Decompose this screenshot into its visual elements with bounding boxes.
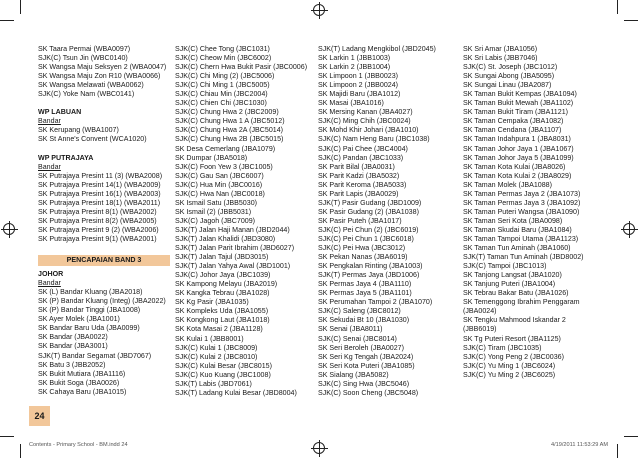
school-entry: SJK(C) Soon Cheng (JBC5048) <box>318 388 419 397</box>
school-entry: SK Tg Puteri Resort (JBA1125) <box>463 334 561 343</box>
school-entry: SJK(T) Jalan Khalidi (JBD3080) <box>175 234 276 243</box>
school-entry: SK Sungai Abong (JBA5095) <box>463 72 555 81</box>
school-entry: SJK(T) Bandar Segamat (JBD7067) <box>38 351 152 360</box>
school-entry: SK Sekudai Bt 10 (JBA1030) <box>318 316 410 325</box>
school-entry: SJK(C) Nam Heng Baru (JBC1038) <box>318 135 430 144</box>
school-entry: SJK(C) Yoke Nam (WBC0141) <box>38 90 135 99</box>
registration-mark-left <box>3 223 15 235</box>
school-entry: SK Kompleks Uda (JBA1055) <box>175 307 269 316</box>
school-entry: SK Parit Bilal (JBA0031) <box>318 162 395 171</box>
school-entry: SK Parit Kadzi (JBA5032) <box>318 171 400 180</box>
school-entry: SK Bandar Baru Uda (JBA0099) <box>38 324 140 333</box>
school-entry: SK Taman Bukit Mewah (JBA1102) <box>463 99 574 108</box>
school-entry: SJK(C) Saleng (JBC8012) <box>318 307 401 316</box>
school-entry: SK Taman Molek (JBA1088) <box>463 180 552 189</box>
registration-mark-top <box>313 4 325 16</box>
school-entry: SJK(C) Chung Hwa 2 (JBC2009) <box>175 108 279 117</box>
school-entry: SJK(C) St. Joseph (JBC1012) <box>463 63 558 72</box>
school-entry: SK Ayer Molek (JBA1001) <box>38 315 120 324</box>
school-entry: SK Kota Masai 2 (JBA1128) <box>175 325 263 334</box>
school-entry: SJK(C) Gau San (JBC6007) <box>175 171 264 180</box>
school-entry: SK Taman Tampoi Utama (JBA1123) <box>463 234 579 243</box>
school-entry: (JBB6019) <box>463 325 497 334</box>
school-entry: SK Tebrau Bakar Batu (JBA1026) <box>463 289 569 298</box>
school-entry: SK Putrajaya Presint 14(1) (WBA2009) <box>38 180 161 189</box>
footer-file-info: Contents - Primary School - BM.indd 24 <box>29 442 128 448</box>
school-entry: SJK(C) Yu Ming 2 (JBC6025) <box>463 370 556 379</box>
school-entry: SJK(T) Ladang Kulai Besar (JBD8004) <box>175 388 297 397</box>
school-entry: SK Kg Pasir (JBA1035) <box>175 298 249 307</box>
school-entry: SK Putrajaya Presint 8(2) (WBA2005) <box>38 216 157 225</box>
school-entry: SJK(C) Foon Yew 3 (JBC1005) <box>175 162 273 171</box>
school-entry: SK Kerupang (WBA1007) <box>38 126 119 135</box>
school-entry: SK Taman Bukit Tiram (JBA1121) <box>463 108 569 117</box>
school-entry: SK Bandar (JBA3001) <box>38 342 108 351</box>
school-entry: SK Taman Permas Jaya 3 (JBA1092) <box>463 198 581 207</box>
school-entry: SK Limpoon 2 (JBB0024) <box>318 81 399 90</box>
column-2 <box>175 45 310 398</box>
crop-mark <box>624 436 638 437</box>
school-entry: SK Sungai Linau (JBA2087) <box>463 81 552 90</box>
school-entry: SJK(C) Pei Chun (2) (JBC6019) <box>318 225 419 234</box>
school-entry: SJK(T) Ladang Mengkibol (JBD2045) <box>318 45 436 53</box>
school-entry: SK Bukit Mutiara (JBA1116) <box>38 369 126 378</box>
school-entry: SK Taman Johor Jaya 1 (JBA1067) <box>463 144 574 153</box>
school-entry: SK Taman Permas Jaya 2 (JBA1073) <box>463 189 581 198</box>
school-entry: SJK(C) Pei Hwa (JBC3012) <box>318 244 406 253</box>
area-subheading: Bandar <box>38 117 61 126</box>
school-entry: SJK(C) Chiau Min (JBC2004) <box>175 90 268 99</box>
school-entry: SK Permas Jaya 5 (JBA1101) <box>318 289 412 298</box>
school-entry: SK (P) Bandar Tinggi (JBA1008) <box>38 306 141 315</box>
school-entry: SJK(C) Pai Chee (JBC4004) <box>318 144 408 153</box>
school-entry: SK Kampong Melayu (JBA2019) <box>175 280 278 289</box>
school-entry: SJK(C) Hua Min (JBC0016) <box>175 180 263 189</box>
crop-mark <box>624 20 638 21</box>
school-entry: SK Dumpar (JBA5018) <box>175 153 248 162</box>
school-entry: SK Ismail (2) (JBB5031) <box>175 207 252 216</box>
school-entry: SK Taman Kota Kulai 2 (JBA8029) <box>463 171 572 180</box>
school-entry: SK Perumahan Tampoi 2 (JBA1070) <box>318 298 433 307</box>
school-entry: SK Taman Kota Kulai (JBA8026) <box>463 162 566 171</box>
school-entry: SK Putrajaya Presint 9(1) (WBA2001) <box>38 234 157 243</box>
crop-mark <box>0 20 14 21</box>
school-entry: SK Taman Johor Jaya 5 (JBA1099) <box>463 153 574 162</box>
school-entry: SJK(C) Ming Chih (JBC0024) <box>318 117 411 126</box>
school-entry: SK Taara Permai (WBA0097) <box>38 45 131 53</box>
area-subheading: Bandar <box>38 162 61 171</box>
school-entry: SJK(T) Jalan Yahya Awal (JBD1001) <box>175 262 291 271</box>
school-entry: SJK(T) Permas Jaya (JBD1006) <box>318 271 420 280</box>
region-heading: WP LABUAN <box>38 108 82 117</box>
school-entry: SK Taman Skudai Baru (JBA1084) <box>463 225 572 234</box>
school-entry: SJK(C) Chung Hwa 2B (JBC5015) <box>175 135 284 144</box>
school-entry: SK Senai (JBA8011) <box>318 325 383 334</box>
school-entry: SK Wangsa Melawati (WBA0062) <box>38 81 144 90</box>
school-entry: SJK(C) Johor Jaya (JBC1039) <box>175 271 271 280</box>
band-banner: PENCAPAIAN BAND 3 <box>38 255 170 266</box>
registration-mark-right <box>623 223 635 235</box>
school-entry: SK St Anne's Convent (WCA1020) <box>38 135 147 144</box>
school-entry: SJK(T) Jalan Haji Manan (JBD2044) <box>175 225 290 234</box>
school-entry: SJK(T) Labis (JBD7061) <box>175 379 252 388</box>
area-subheading: Bandar <box>38 279 61 288</box>
school-entry: SK Seri Kota Puteri (JBA1085) <box>318 361 415 370</box>
school-entry: SK Pasir Gudang (2) (JBA1038) <box>318 207 419 216</box>
school-entry: SK Permas Jaya 4 (JBA1110) <box>318 280 412 289</box>
column-4 <box>463 45 603 380</box>
school-entry: SK Putrajaya Presint 11 (3) (WBA2008) <box>38 171 163 180</box>
school-entry: SJK(C) Chern Hwa Bukit Pasir (JBC0006) <box>175 63 308 72</box>
school-entry: SK Wangsa Maju Seksyen 2 (WBA0047) <box>38 63 166 72</box>
school-entry: SK Limpoon 1 (JBB0023) <box>318 72 399 81</box>
school-entry: SK Putrajaya Presint 18(1) (WBA2011) <box>38 198 161 207</box>
school-entry: SJK(C) Kulai Besar (JBC8015) <box>175 361 272 370</box>
school-entry: SK Parit Lapis (JBA0029) <box>318 189 399 198</box>
school-entry: SK Taman Cempaka (JBA1082) <box>463 117 564 126</box>
school-entry: SK Cahaya Baru (JBA1015) <box>38 387 127 396</box>
school-entry: SK Bandar (JBA0022) <box>38 333 108 342</box>
school-entry: SK Mersing Kanan (JBA4027) <box>318 108 413 117</box>
column-1 <box>38 45 166 397</box>
school-entry: SJK(C) Yong Peng 2 (JBC0036) <box>463 352 564 361</box>
school-entry: SK Desa Cemerlang (JBA1079) <box>175 144 276 153</box>
school-entry: SJK(C) Pei Chun 1 (JBC6018) <box>318 234 414 243</box>
school-entry: SK Sri Amar (JBA1056) <box>463 45 538 53</box>
school-entry: SK Sialang (JBA5082) <box>318 370 389 379</box>
school-entry: SK Batu 3 (JBB2052) <box>38 360 106 369</box>
school-entry: SJK(C) Hwa Nan (JBC0018) <box>175 189 265 198</box>
school-entry: SK Masai (JBA1016) <box>318 99 384 108</box>
school-entry: SK Taman Tun Aminah (JBA1060) <box>463 244 571 253</box>
region-heading: JOHOR <box>38 270 64 279</box>
school-entry: SK Kulai 1 (JBB8001) <box>175 334 244 343</box>
school-entry: SK Putrajaya Presint 9 (2) (WBA2006) <box>38 225 159 234</box>
crop-mark <box>20 0 21 14</box>
region-heading: WP PUTRAJAYA <box>38 153 94 162</box>
school-entry: SK Mohd Khir Johari (JBA1010) <box>318 126 419 135</box>
school-entry: SK Larkin 1 (JBB1003) <box>318 54 391 63</box>
school-entry: SK Taman Indahpura 1 (JBA8031) <box>463 135 571 144</box>
school-entry: SK Seri Beroleh (JBA0027) <box>318 343 404 352</box>
school-entry: SJK(T) Jalan Tajul (JBD3015) <box>175 253 269 262</box>
school-entry: SK Temenggong Ibrahim Penggaram <box>463 298 580 307</box>
school-entry: SK Sri Labis (JBB7046) <box>463 54 538 63</box>
spacer <box>38 145 166 154</box>
school-entry: SJK(C) Kulai 2 (JBC8010) <box>175 352 258 361</box>
school-entry: SK Tengku Mahmood Iskandar 2 <box>463 316 566 325</box>
school-entry: SK Kangka Tebrau (JBA1028) <box>175 289 270 298</box>
school-entry: SJK(C) Chung Hwa 1 A (JBC5012) <box>175 117 285 126</box>
school-entry: SJK(C) Chien Chi (JBC1030) <box>175 99 267 108</box>
school-entry: SK Pasir Puteh (JBA1017) <box>318 216 402 225</box>
school-entry: SJK(C) Chee Tong (JBC1031) <box>175 45 270 53</box>
school-entry: SK Kongkong Laut (JBA1018) <box>175 316 270 325</box>
school-entry: SJK(C) Tampoi (JBC1013) <box>463 262 547 271</box>
school-entry: (JBA0024) <box>463 307 497 316</box>
school-entry: SK Pekan Nanas (JBA6019) <box>318 253 408 262</box>
crop-mark <box>617 444 618 458</box>
school-entry: SJK(C) Tsun Jin (WBC0140) <box>38 54 128 63</box>
school-entry: SK Larkin 2 (JBB1004) <box>318 63 391 72</box>
school-entry: SK Tanjung Puteri (JBA1004) <box>463 280 556 289</box>
school-entry: SK Taman Puteri Wangsa (JBA1090) <box>463 207 580 216</box>
school-entry: SJK(C) Tiram (JBC1035) <box>463 343 542 352</box>
spacer <box>38 244 166 253</box>
school-entry: SJK(T) Jalan Parit Ibrahim (JBD6027) <box>175 244 295 253</box>
school-entry: SK Parit Keroma (JBA5033) <box>318 180 407 189</box>
school-entry: SK Taman Seri Kota (JBA0098) <box>463 216 563 225</box>
school-entry: SK (P) Bandar Kluang (Integ) (JBA2022) <box>38 297 166 306</box>
column-3 <box>318 45 456 398</box>
school-entry: SJK(C) Chi Ming 1 (JBC5005) <box>175 81 270 90</box>
school-entry: SJK(C) Pandan (JBC1033) <box>318 153 404 162</box>
school-entry: SK Wangsa Maju Zon R10 (WBA0066) <box>38 72 161 81</box>
school-entry: SK Putrajaya Presint 16(1) (WBA2003) <box>38 189 161 198</box>
school-entry: SK Taman Cendana (JBA1107) <box>463 126 562 135</box>
school-entry: SJK(C) Chi Ming (2) (JBC5006) <box>175 72 275 81</box>
school-entry: SK Seri Kg Tengah (JBA2024) <box>318 352 414 361</box>
school-entry: SK Tanjong Langsat (JBA1020) <box>463 271 562 280</box>
school-entry: SK Ismail Satu (JBB5030) <box>175 198 258 207</box>
footer-timestamp: 4/19/2011 11:53:29 AM <box>550 442 608 448</box>
school-entry: SK Putrajaya Presint 8(1) (WBA2002) <box>38 207 157 216</box>
school-entry: SJK(C) Yu Ming 1 (JBC6024) <box>463 361 556 370</box>
school-entry: SK Bukit Soga (JBA0026) <box>38 378 120 387</box>
school-entry: SJK(C) Kuo Kuang (JBC1008) <box>175 370 271 379</box>
school-entry: SK (L) Bandar Kluang (JBA2018) <box>38 288 143 297</box>
school-entry: SJK(T) Pasir Gudang (JBD1009) <box>318 198 422 207</box>
crop-mark <box>20 444 21 458</box>
crop-mark <box>0 436 14 437</box>
school-entry: SJK(C) Cheow Min (JBC6002) <box>175 54 272 63</box>
school-entry: SJK(C) Chung Hwa 2A (JBC5014) <box>175 126 284 135</box>
spacer <box>38 99 166 108</box>
registration-mark-bottom <box>313 442 325 454</box>
crop-mark <box>617 0 618 14</box>
school-entry: SK Majidi Baru (JBA1012) <box>318 90 401 99</box>
school-entry: SJK(C) Senai (JBC8014) <box>318 334 397 343</box>
school-entry: SJK(T) Taman Tun Aminah (JBD8002) <box>463 253 584 262</box>
school-entry: SJK(C) Kulai 1 (JBC8009) <box>175 343 258 352</box>
page-number: 24 <box>29 406 50 426</box>
school-entry: SK Taman Bukit Kempas (JBA1094) <box>463 90 577 99</box>
school-entry: SK Pengkalan Rinting (JBA1003) <box>318 262 423 271</box>
school-entry: SJK(C) Sing Hwa (JBC5046) <box>318 379 410 388</box>
school-entry: SJK(C) Jagoh (JBC7009) <box>175 216 256 225</box>
